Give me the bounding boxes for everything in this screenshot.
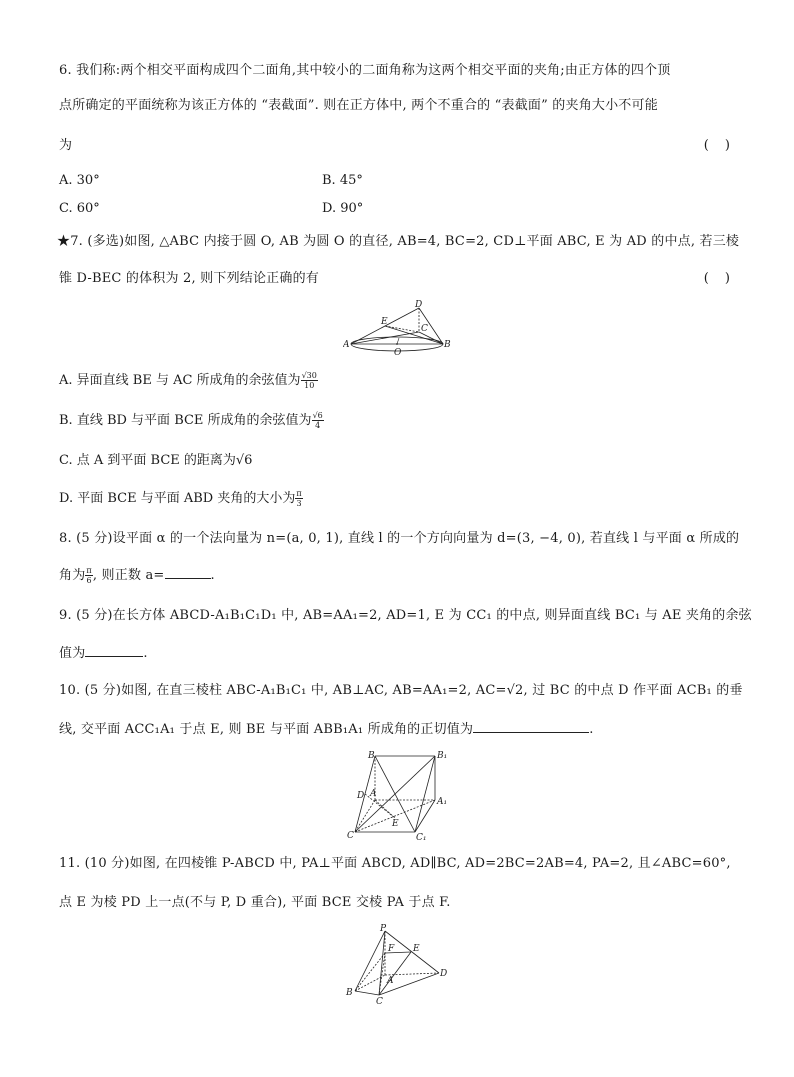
q11-label-d: D <box>440 969 448 979</box>
q10-line2-end: . <box>589 722 594 737</box>
q6-line3: 为 <box>59 138 73 153</box>
q10-label-b: B <box>368 751 375 761</box>
q10-label-e: E <box>392 819 399 829</box>
q7-label-o: O <box>394 348 402 358</box>
q11-label-p: P <box>380 924 387 934</box>
q7-option-d-numerator: π <box>296 489 302 498</box>
q8-line2-prefix: 角为 <box>59 568 86 583</box>
q7-option-c: C. 点 A 到平面 BCE 的距离为√6 <box>59 453 253 468</box>
q10-label-c: C <box>347 831 354 841</box>
q11-line2: 点 E 为棱 PD 上一点(不与 P, D 重合), 平面 BCE 交棱 PA 于点 F. <box>59 895 451 910</box>
q7-label-e: E <box>381 317 388 327</box>
q6-option-a: A. 30° <box>59 173 100 188</box>
q7-option-b-numerator: √6 <box>312 411 323 420</box>
q7-option-b <box>59 411 324 430</box>
q7-figure <box>343 300 455 358</box>
q7-line1: ★7. (多选)如图, △ABC 内接于圆 O, AB 为圆 O 的直径, AB=4, BC=2, CD⊥平面 ABC, E 为 AD 的中点, 若三棱 <box>57 234 740 249</box>
q8-angle-fraction <box>85 566 92 585</box>
q11-label-b: B <box>346 988 353 998</box>
q9-line2-end: . <box>143 646 148 661</box>
q10-line1: 10. (5 分)如图, 在直三棱柱 ABC-A₁B₁C₁ 中, AB⊥AC, AB=AA₁=2, AC=√2, 过 BC 的中点 D 作平面 ACB₁ 的垂 <box>59 683 743 698</box>
q11-figure <box>343 923 455 1005</box>
q7-option-a-denominator: 10 <box>304 381 315 390</box>
q6-option-c: C. 60° <box>59 201 100 216</box>
q11-label-e: E <box>413 944 420 954</box>
q7-option-a-fraction <box>301 371 318 390</box>
q7-option-a <box>59 371 318 390</box>
q8-angle-denominator: 6 <box>86 576 92 585</box>
q6-answer-bracket: ( ) <box>703 138 736 153</box>
q7-option-b-text: B. 直线 BD 与平面 BCE 所成角的余弦值为 <box>59 413 312 428</box>
q7-label-b: B <box>444 340 451 350</box>
q9-line2 <box>59 644 148 663</box>
q8-answer-blank <box>165 566 211 579</box>
q7-option-d-fraction <box>295 489 302 508</box>
q10-label-b1: B₁ <box>437 751 448 761</box>
q6-line2: 点所确定的平面统称为该正方体的 “表截面”. 则在正方体中, 两个不重合的 “表截面” 的夹角大小不可能 <box>59 98 658 113</box>
q10-label-a: A <box>370 789 377 799</box>
q9-line2-prefix: 值为 <box>59 646 86 661</box>
q7-label-a: A <box>343 340 350 350</box>
q8-line2-text: , 则正数 a= <box>92 568 165 583</box>
q6-option-b: B. 45° <box>322 173 363 188</box>
q10-label-c1: C₁ <box>416 833 427 843</box>
q10-answer-blank <box>473 720 589 733</box>
q10-line2-text: 线, 交平面 ACC₁A₁ 于点 E, 则 BE 与平面 ABB₁A₁ 所成角的正切值为 <box>59 722 474 737</box>
q11-label-f: F <box>388 944 395 954</box>
q7-option-d <box>59 489 303 508</box>
q8-line2 <box>59 566 215 585</box>
q7-option-d-denominator: 3 <box>296 499 302 508</box>
q7-answer-bracket: ( ) <box>703 271 736 286</box>
q7-line2: 锥 D-BEC 的体积为 2, 则下列结论正确的有 <box>59 271 319 286</box>
q8-angle-numerator: π <box>86 566 92 575</box>
q10-label-d: D <box>357 791 365 801</box>
q11-line1: 11. (10 分)如图, 在四棱锥 P-ABCD 中, PA⊥平面 ABCD, AD∥BC, AD=2BC=2AB=4, PA=2, 且∠ABC=60°, <box>59 856 731 871</box>
q10-label-a1: A₁ <box>437 797 448 807</box>
q7-label-d: D <box>415 300 423 310</box>
q11-label-a: A <box>387 976 394 986</box>
q10-figure <box>340 748 452 843</box>
q7-option-b-fraction <box>312 411 324 430</box>
q9-answer-blank <box>85 644 143 657</box>
q7-option-a-text: A. 异面直线 BE 与 AC 所成角的余弦值为 <box>59 373 301 388</box>
q8-line2-end: . <box>210 568 215 583</box>
q7-option-a-numerator: √30 <box>301 371 317 380</box>
q6-option-d: D. 90° <box>322 201 364 216</box>
q7-option-d-text: D. 平面 BCE 与平面 ABD 夹角的大小为 <box>59 491 296 506</box>
q11-label-c: C <box>376 997 383 1005</box>
q9-line1: 9. (5 分)在长方体 ABCD-A₁B₁C₁D₁ 中, AB=AA₁=2, AD=1, E 为 CC₁ 的中点, 则异面直线 BC₁ 与 AE 夹角的余弦 <box>59 608 752 623</box>
q10-line2 <box>59 720 594 739</box>
q7-label-c: C <box>421 324 428 334</box>
q8-line1: 8. (5 分)设平面 α 的一个法向量为 n=(a, 0, 1), 直线 l 的一个方向向量为 d=(3, −4, 0), 若直线 l 与平面 α 所成的 <box>59 531 740 546</box>
q6-line1: 6. 我们称:两个相交平面构成四个二面角,其中较小的二面角称为这两个相交平面的夹角;由正方体的四个顶 <box>59 63 671 78</box>
q7-option-b-denominator: 4 <box>315 421 321 430</box>
